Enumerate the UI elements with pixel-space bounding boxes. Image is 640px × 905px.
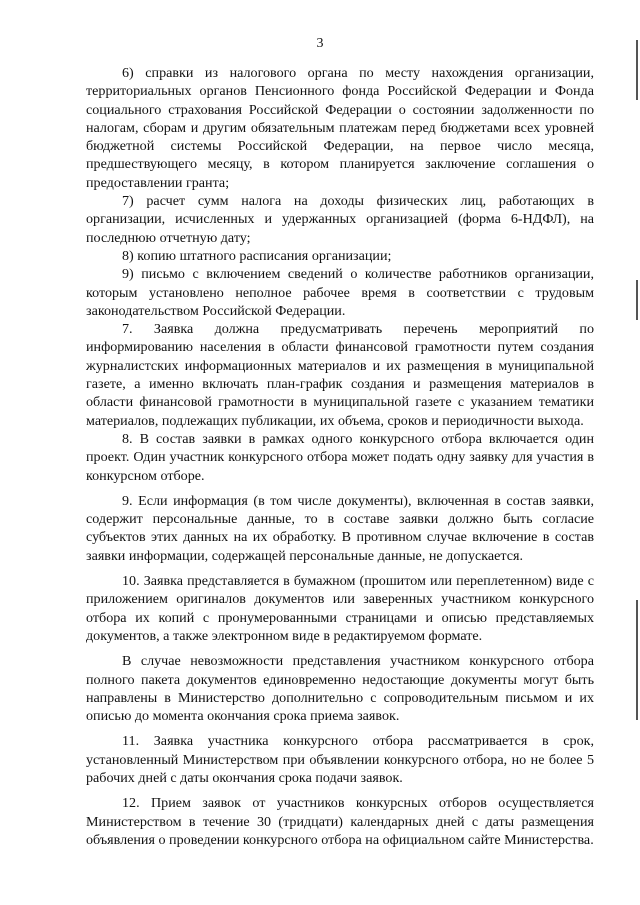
- paragraph-section-7: 7. Заявка должна предусматривать перечень мероприятий по информированию населения в области финансовой грамотности путем создания журналистских информационных материалов и их размещения в муниципальной газете, а именно включать план-график создания и размещения материалов в области финансовой грамотности в муниципальной газете с указанием тематики материалов, подлежащих публикации, их объема, сроков и периодичности выхода.: [86, 321, 594, 429]
- paragraph-section-11: 11. Заявка участника конкурсного отбора рассматривается в срок, установленный Министерством при объявлении конкурсного отбора, но не более 5 рабочих дней с даты окончания срока подачи заявок.: [86, 733, 594, 786]
- scan-edge-mark: [636, 280, 638, 320]
- paragraph-section-9: 9. Если информация (в том числе документы), включенная в состав заявки, содержит персональные данные, то в составе заявки должно быть согласие субъектов этих данных на их обработку. В противном случае включение в состав заявки информации, содержащей персональные данные, не допускается.: [86, 492, 594, 564]
- paragraph-item-8: 8) копию штатного расписания организации;: [122, 247, 392, 264]
- paragraph-item-7: 7) расчет сумм налога на доходы физических лиц, работающих в организации, исчисленных и удержанных организацией (форма 6-НДФЛ), на последнюю отчетную дату;: [86, 193, 594, 246]
- page-number: 3: [316, 36, 324, 51]
- scan-edge-mark: [636, 40, 638, 100]
- paragraph-item-6: 6) справки из налогового органа по месту нахождения организации, территориальных органов Пенсионного фонда Российской Федерации и Фонда социального страхования Российской Федерации о состоянии задолженности по налогам, сборам и другим обязательным платежам перед бюджетами всех уровней бюджетной системы Российской Федерации, на первое число месяца, предшествующего месяцу, в котором планируется заключение соглашения о предоставлении гранта;: [86, 65, 594, 191]
- paragraph-section-10: 10. Заявка представляется в бумажном (прошитом или переплетенном) виде с приложением оригиналов документов или заверенных участником конкурсного отбора их копий с пронумерованными страницами и описью представляемых документов, а также электронном виде в редактируемом формате.: [86, 573, 594, 644]
- scan-edge-mark: [636, 600, 638, 720]
- paragraph-section-10-continued: В случае невозможности представления участником конкурсного отбора полного пакета документов единовременно недостающие документы могут быть направлены в Министерство дополнительно с сопроводительным письмом и их описью до момента окончания срока приема заявок.: [86, 653, 594, 725]
- paragraph-item-9: 9) письмо с включением сведений о количестве работников организации, которым установлено неполное рабочее время в соответствии с трудовым законодательством Российской Федерации.: [86, 266, 594, 319]
- paragraph-section-12: 12. Прием заявок от участников конкурсных отборов осуществляется Министерством в течение 30 (тридцати) календарных дней с даты размещения объявления о проведении конкурсного отбора на официальном сайте Министерства.: [86, 795, 594, 848]
- paragraph-section-8: 8. В состав заявки в рамках одного конкурсного отбора включается один проект. Один участник конкурсного отбора может подать одну заявку для участия в конкурсном отборе.: [86, 430, 594, 484]
- document-body: [86, 64, 594, 849]
